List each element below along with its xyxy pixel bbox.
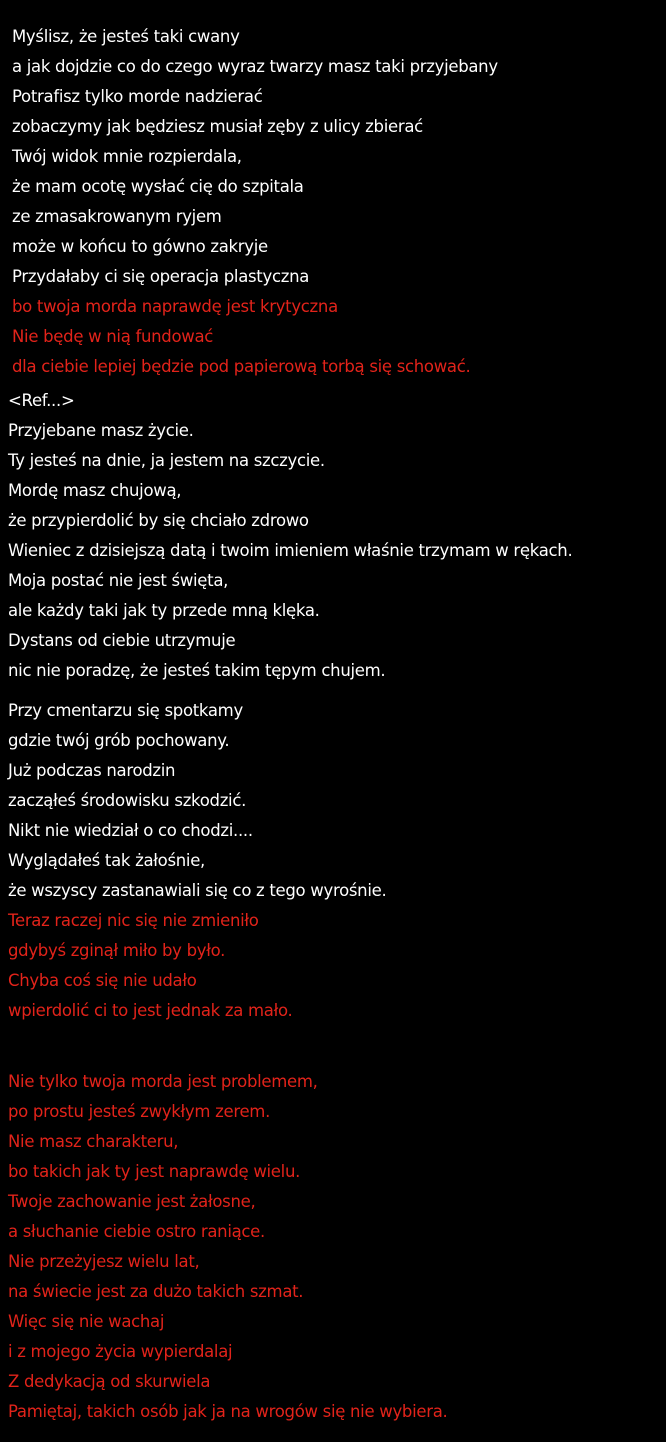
poem-line: a jak dojdzie co do czego wyraz twarzy masz taki przyjebany bbox=[12, 57, 498, 76]
poem-line: Przydałaby ci się operacja plastyczna bbox=[12, 267, 310, 286]
poem-line: Nie przeżyjesz wielu lat, bbox=[8, 1252, 200, 1271]
poem-line: bo takich jak ty jest naprawdę wielu. bbox=[8, 1162, 301, 1181]
poem-line: Myślisz, że jesteś taki cwany bbox=[12, 27, 240, 46]
poem-line: a słuchanie ciebie ostro raniące. bbox=[8, 1222, 265, 1241]
poem-line: Nie będę w nią fundować bbox=[12, 327, 214, 346]
poem-line: Twój widok mnie rozpierdala, bbox=[12, 147, 242, 166]
poem-line: Wieniec z dzisiejszą datą i twoim imieniem właśnie trzymam w rękach. bbox=[8, 541, 573, 560]
stanza-4 bbox=[8, 1067, 447, 1427]
poem-line: gdybyś zginął miło by było. bbox=[8, 941, 226, 960]
poem-line: nic nie poradzę, że jesteś takim tępym chujem. bbox=[8, 661, 386, 680]
poem-line: gdzie twój grób pochowany. bbox=[8, 731, 230, 750]
poem-line: Już podczas narodzin bbox=[8, 761, 176, 780]
poem-line: Nie masz charakteru, bbox=[8, 1132, 179, 1151]
poem-line: Teraz raczej nic się nie zmieniło bbox=[8, 911, 259, 930]
poem-line: że mam ocotę wysłać cię do szpitala bbox=[12, 177, 304, 196]
poem-line: Ty jesteś na dnie, ja jestem na szczycie. bbox=[8, 451, 325, 470]
poem-line: Przy cmentarzu się spotkamy bbox=[8, 701, 243, 720]
poem-line: Nie tylko twoja morda jest problemem, bbox=[8, 1072, 318, 1091]
poem-line: wpierdolić ci to jest jednak za mało. bbox=[8, 1001, 293, 1020]
poem-line: Twoje zachowanie jest żałosne, bbox=[8, 1192, 256, 1211]
poem-line: może w końcu to gówno zakryje bbox=[12, 237, 268, 256]
poem-line: bo twoja morda naprawdę jest krytyczna bbox=[12, 297, 338, 316]
poem-line: że przypierdolić by się chciało zdrowo bbox=[8, 511, 309, 530]
poem-line: ze zmasakrowanym ryjem bbox=[12, 207, 222, 226]
poem-line: Mordę masz chujową, bbox=[8, 481, 182, 500]
poem-line: Dystans od ciebie utrzymuje bbox=[8, 631, 236, 650]
stanza-1 bbox=[12, 22, 498, 382]
poem-line: Chyba coś się nie udało bbox=[8, 971, 197, 990]
stanza-3 bbox=[8, 696, 386, 1026]
poem-line: zacząłeś środowisku szkodzić. bbox=[8, 791, 247, 810]
poem-line: dla ciebie lepiej będzie pod papierową torbą się schować. bbox=[12, 357, 471, 376]
poem-line: <Ref...> bbox=[8, 391, 75, 410]
stanza-2-refrain bbox=[8, 386, 572, 686]
poem-line: Wyglądałeś tak żałośnie, bbox=[8, 851, 205, 870]
poem-line: Z dedykacją od skurwiela bbox=[8, 1372, 211, 1391]
poem-line: ale każdy taki jak ty przede mną klęka. bbox=[8, 601, 320, 620]
poem-line: zobaczymy jak będziesz musiał zęby z ulicy zbierać bbox=[12, 117, 423, 136]
poem-line: na świecie jest za dużo takich szmat. bbox=[8, 1282, 304, 1301]
poem-line: Więc się nie wachaj bbox=[8, 1312, 165, 1331]
poem-line: że wszyscy zastanawiali się co z tego wyrośnie. bbox=[8, 881, 387, 900]
poem-line: po prostu jesteś zwykłym zerem. bbox=[8, 1102, 271, 1121]
poem-line: Moja postać nie jest święta, bbox=[8, 571, 229, 590]
poem-line: Potrafisz tylko morde nadzierać bbox=[12, 87, 263, 106]
poem-line: Przyjebane masz życie. bbox=[8, 421, 194, 440]
poem-line: Pamiętaj, takich osób jak ja na wrogów się nie wybiera. bbox=[8, 1402, 448, 1421]
poem-line: Nikt nie wiedział o co chodzi.... bbox=[8, 821, 253, 840]
poem-line: i z mojego życia wypierdalaj bbox=[8, 1342, 233, 1361]
